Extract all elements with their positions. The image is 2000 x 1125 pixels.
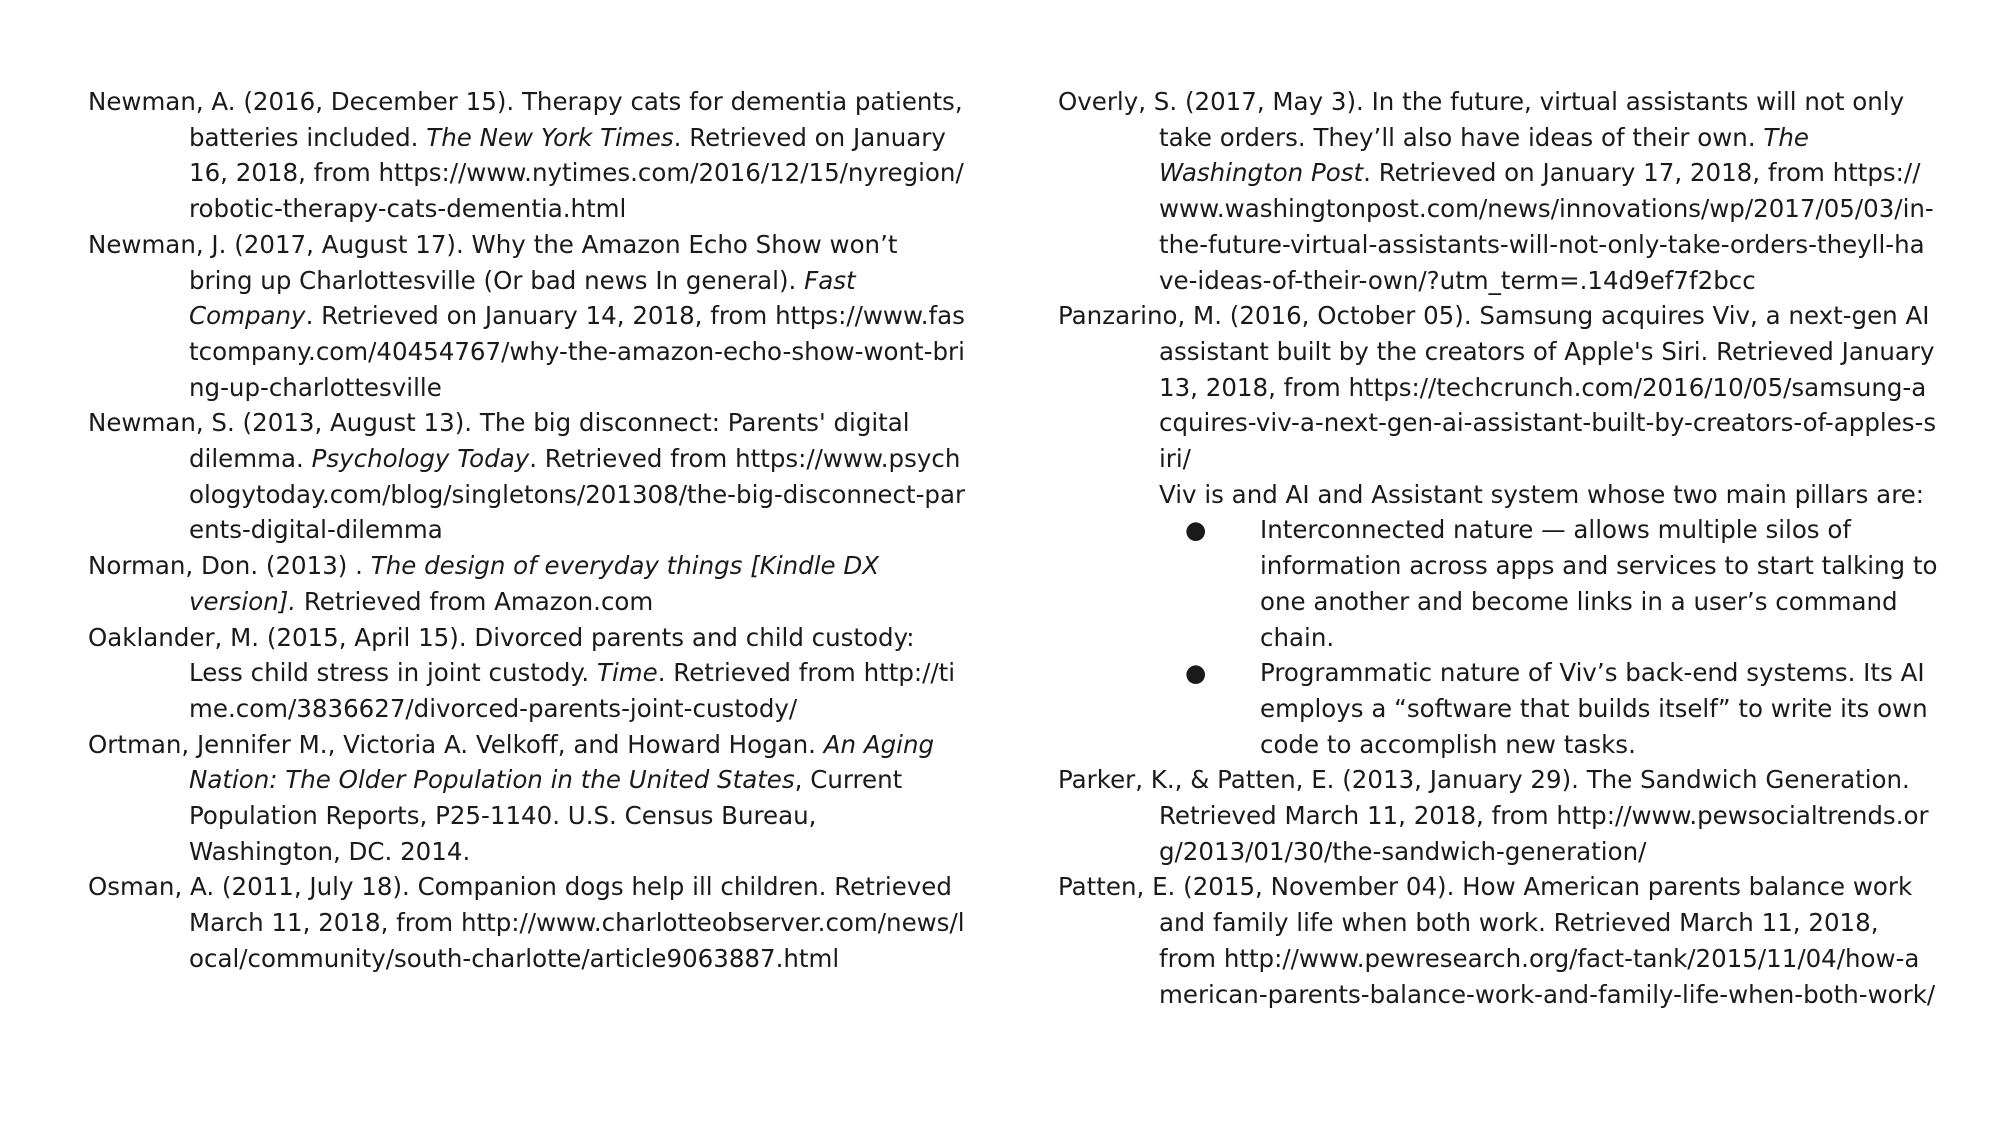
reference-entry: [1058, 762, 1938, 869]
reference-text: Osman, A. (2011, July 18). Companion dogs help ill children. Retrieved March 11, 2018, from: [88, 872, 952, 938]
reference-text: Patten, E. (2015, November 04). How American parents balance work and family life when both work. Retrieved March 11, 2018, from: [1058, 872, 1913, 973]
reference-text: Newman, J. (2017, August 17). Why the Amazon Echo Show won’t bring up Charlottesville (Or bad news In general).: [88, 229, 898, 295]
reference-retrieval: . Retrieved from: [657, 658, 864, 688]
list-item-text: Interconnected nature — allows multiple silos of information across apps and services to start talking to one another and become links in a user’s command chain.: [1260, 515, 1938, 652]
reference-text: Panzarino, M. (2016, October 05). Samsung acquires Viv, a next-gen AI assistant built by the creators of Apple's Siri. Retrieved January 13, 2018, from: [1058, 301, 1935, 402]
reference-text: Parker, K., & Patten, E. (2013, January 29). The Sandwich Generation. Retrieved March 11, 2018, from: [1058, 765, 1910, 831]
reference-text: Newman, S. (2013, August 13). The big disconnect: Parents' digital dilemma.: [88, 408, 910, 474]
reference-retrieval: . Retrieved on January 17, 2018, from: [1363, 158, 1833, 188]
reference-text: Ortman, Jennifer M., Victoria A. Velkoff, and Howard Hogan.: [88, 729, 824, 759]
reference-url: http://www.pewsocialtrends.org/2013/01/30/the-sandwich-generation/: [1159, 801, 1929, 866]
list-item: [1159, 512, 1938, 655]
reference-entry: [88, 548, 968, 619]
reference-url: https://www.psychologytoday.com/blog/singletons/201308/the-big-disconnect-parents-digital-dilemma: [189, 444, 966, 545]
left-reference-column: [88, 84, 968, 977]
reference-entry: [88, 727, 968, 870]
reference-url: http://www.pewresearch.org/fact-tank/2015/11/04/how-american-parents-balance-work-and-family-life-when-both-work/: [1159, 943, 1936, 1009]
reference-url: https://www.fastcompany.com/40454767/why-the-amazon-echo-show-wont-bring-up-charlottesville: [189, 301, 965, 402]
reference-text: Newman, A. (2016, December 15). Therapy cats for dementia patients, batteries included.: [88, 87, 963, 152]
reference-retrieval: Retrieved from Amazon.com: [296, 586, 654, 616]
reference-source-title: The New York Times: [426, 122, 674, 152]
reference-source-title: The Washington Post: [1159, 122, 1809, 188]
reference-retrieval: . Retrieved from: [529, 444, 736, 474]
reference-text: Oaklander, M. (2015, April 15). Divorced parents and child custody: Less child stress in joint custody.: [88, 622, 915, 688]
reference-retrieval: . Retrieved on January 14, 2018, from: [305, 301, 776, 331]
reference-url: http://www.charlotteobserver.com/news/local/community/south-charlotte/article9063887.html: [189, 908, 965, 973]
viv-note: Viv is and AI and Assistant system whose two main pillars are:: [1159, 479, 1925, 509]
reference-entry: [1058, 84, 1938, 298]
reference-retrieval: . Retrieved on January 16, 2018, from: [189, 122, 946, 188]
reference-source-title: Fast Company: [189, 265, 856, 331]
reference-entry: [88, 405, 968, 548]
bullet-icon: ●: [1185, 658, 1207, 688]
reference-entry: [88, 84, 968, 227]
reference-url: http://time.com/3836627/divorced-parents-joint-custody/: [189, 658, 956, 723]
list-item-text: Programmatic nature of Viv’s back-end systems. Its AI employs a “software that builds itself” to write its own code to accomplish new tasks.: [1260, 658, 1928, 759]
reference-source-title: Psychology Today: [311, 444, 530, 474]
reference-url: https://www.nytimes.com/2016/12/15/nyregion/robotic-therapy-cats-dementia.html: [189, 158, 964, 224]
right-reference-column: [1058, 84, 1938, 1012]
reference-entry: [1058, 869, 1938, 1012]
reference-source-title: An Aging Nation: The Older Population in the United States: [189, 729, 935, 795]
viv-pillars-list: [1058, 512, 1938, 762]
reference-url: https://techcrunch.com/2016/10/05/samsung-acquires-viv-a-next-gen-ai-assistant-built-by-creators-of-apples-siri/: [1159, 372, 1937, 474]
list-item: [1159, 655, 1938, 762]
reference-retrieval: , Current Population Reports, P25-1140. U.S. Census Bureau, Washington, DC. 2014.: [189, 765, 903, 866]
bullet-icon: ●: [1185, 515, 1207, 545]
reference-entry: [88, 620, 968, 727]
reference-text: Norman, Don. (2013) .: [88, 551, 371, 581]
reference-entry: [88, 869, 968, 976]
reference-url: https://www.washingtonpost.com/news/innovations/wp/2017/05/03/in-the-future-virtual-assistants-will-not-only-take-orders-theyll-have-ideas-of-their-own/?utm_term=.14d9ef7f2bcc: [1159, 158, 1934, 295]
reference-source-title: Time: [597, 658, 658, 688]
reference-entry: [88, 227, 968, 406]
reference-source-title: The design of everyday things [Kindle DX version].: [189, 551, 880, 616]
reference-entry: [1058, 298, 1938, 477]
reference-text: Overly, S. (2017, May 3). In the future, virtual assistants will not only take orders. They’ll also have ideas of their own.: [1058, 87, 1905, 152]
